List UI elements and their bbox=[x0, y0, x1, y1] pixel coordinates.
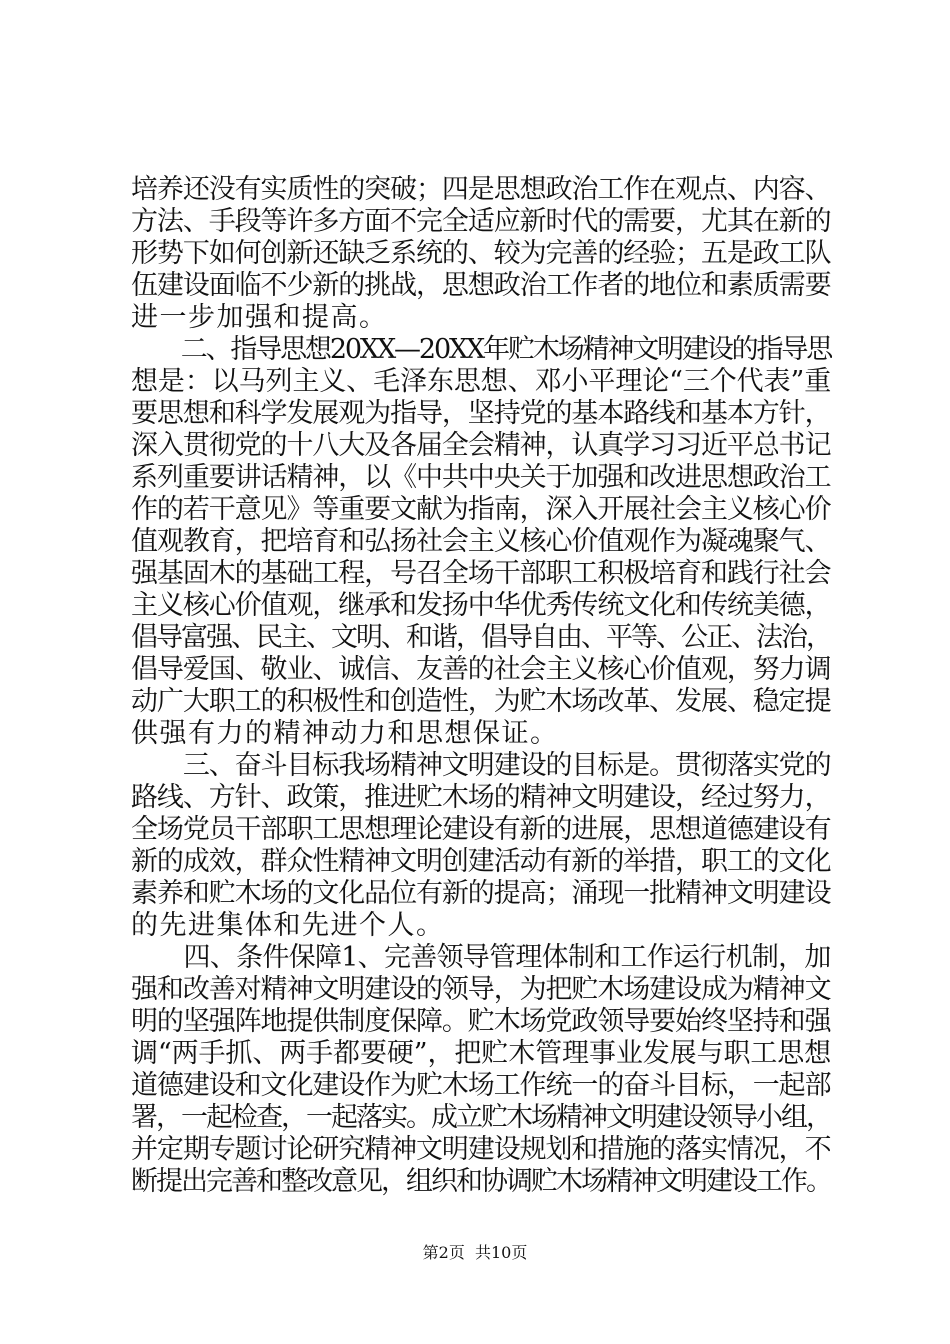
text-line: 道德建设和文化建设作为贮木场工作统一的奋斗目标，一起部 bbox=[131, 1070, 831, 1101]
document-body bbox=[131, 174, 831, 1198]
text-line: 想是：以马列主义、毛泽东思想、邓小平理论“三个代表”重 bbox=[131, 366, 832, 397]
text-line: 素养和贮木场的文化品位有新的提高；涌现一批精神文明建设 bbox=[131, 878, 831, 909]
text-line: 三、奋斗目标我场精神文明建设的目标是。贯彻落实党的 bbox=[131, 750, 831, 781]
text-line: 强和改善对精神文明建设的领导，为把贮木场建设成为精神文 bbox=[131, 974, 831, 1005]
text-line: 深入贯彻党的十八大及各届全会精神，认真学习习近平总书记 bbox=[131, 430, 831, 461]
text-line: 的先进集体和先进个人。 bbox=[131, 910, 445, 941]
text-line: 断提出完善和整改意见，组织和协调贮木场精神文明建设工作。 bbox=[131, 1166, 831, 1197]
text-line: 方法、手段等许多方面不完全适应新时代的需要，尤其在新的 bbox=[131, 206, 831, 237]
text-line: 要思想和科学发展观为指导，坚持党的基本路线和基本方针， bbox=[131, 398, 831, 429]
text-line: 供强有力的精神动力和思想保证。 bbox=[131, 718, 559, 749]
page-footer bbox=[0, 1242, 950, 1264]
text-line: 主义核心价值观，继承和发扬中华优秀传统文化和传统美德， bbox=[131, 590, 831, 621]
text-line: 调“两手抓、两手都要硬”，把贮木管理事业发展与职工思想 bbox=[131, 1038, 832, 1069]
text-line: 署，一起检查，一起落实。成立贮木场精神文明建设领导小组， bbox=[131, 1102, 831, 1133]
text-line: 进一步加强和提高。 bbox=[131, 302, 388, 333]
text-line: 二、指导思想20XX—20XX年贮木场精神文明建设的指导思 bbox=[131, 334, 832, 365]
text-line: 倡导爱国、敬业、诚信、友善的社会主义核心价值观，努力调 bbox=[131, 654, 831, 685]
text-line: 伍建设面临不少新的挑战，思想政治工作者的地位和素质需要 bbox=[131, 270, 831, 301]
text-line: 形势下如何创新还缺乏系统的、较为完善的经验；五是政工队 bbox=[131, 238, 831, 269]
page-number: 第2页 共10页 bbox=[422, 1243, 528, 1262]
text-line: 作的若干意见》等重要文献为指南，深入开展社会主义核心价 bbox=[131, 494, 831, 525]
text-line: 新的成效，群众性精神文明创建活动有新的举措，职工的文化 bbox=[131, 846, 831, 877]
text-line: 明的坚强阵地提供制度保障。贮木场党政领导要始终坚持和强 bbox=[131, 1006, 831, 1037]
text-line: 动广大职工的积极性和创造性，为贮木场改革、发展、稳定提 bbox=[131, 686, 831, 717]
text-line: 四、条件保障1、完善领导管理体制和工作运行机制，加 bbox=[131, 942, 831, 973]
text-line: 并定期专题讨论研究精神文明建设规划和措施的落实情况，不 bbox=[131, 1134, 831, 1165]
text-line: 培养还没有实质性的突破；四是思想政治工作在观点、内容、 bbox=[131, 174, 831, 205]
text-line: 系列重要讲话精神，以《中共中央关于加强和改进思想政治工 bbox=[131, 462, 831, 493]
text-line: 值观教育，把培育和弘扬社会主义核心价值观作为凝魂聚气、 bbox=[131, 526, 831, 557]
text-line: 路线、方针、政策，推进贮木场的精神文明建设，经过努力， bbox=[131, 782, 831, 813]
text-line: 全场党员干部职工思想理论建设有新的进展，思想道德建设有 bbox=[131, 814, 831, 845]
text-line: 倡导富强、民主、文明、和谐，倡导自由、平等、公正、法治， bbox=[131, 622, 831, 653]
text-line: 强基固木的基础工程，号召全场干部职工积极培育和践行社会 bbox=[131, 558, 831, 589]
